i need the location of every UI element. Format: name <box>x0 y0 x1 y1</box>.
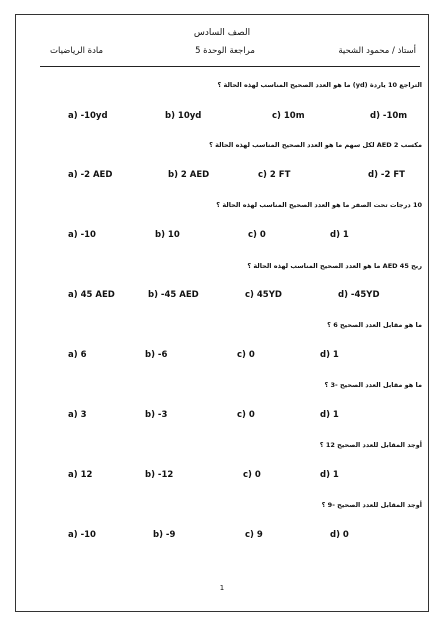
question-6-text: ما هو مقابل العدد الصحيح -3 ؟ <box>324 381 422 389</box>
question-4-option-b[interactable]: b) -45 AED <box>148 290 199 300</box>
question-8-option-a[interactable]: a) -10 <box>68 530 96 540</box>
question-3-option-c[interactable]: c) 0 <box>248 230 266 240</box>
question-1-text: التراجع 10 ياردة (yd) ما هو العدد الصحيح المناسب لهذه الحالة ؟ <box>217 81 422 89</box>
question-5-option-c[interactable]: c) 0 <box>237 350 255 360</box>
question-2-option-a[interactable]: a) -2 AED <box>68 170 113 180</box>
question-6-option-c[interactable]: c) 0 <box>237 410 255 420</box>
question-5-text: ما هو مقابل العدد الصحيح 6 ؟ <box>327 321 422 329</box>
question-5-option-b[interactable]: b) -6 <box>145 350 168 360</box>
unit-review-title: مراجعة الوحدة 5 <box>195 46 255 56</box>
question-3-option-a[interactable]: a) -10 <box>68 230 96 240</box>
question-4-option-d[interactable]: d) -45YD <box>338 290 380 300</box>
grade-title: الصف السادس <box>193 28 251 38</box>
question-5-option-d[interactable]: d) 1 <box>320 350 339 360</box>
question-8-option-d[interactable]: d) 0 <box>330 530 349 540</box>
question-5-option-a[interactable]: a) 6 <box>68 350 87 360</box>
question-8-option-c[interactable]: c) 9 <box>245 530 263 540</box>
teacher-name: أستاذ / محمود الشحية <box>338 46 416 56</box>
question-4-option-a[interactable]: a) 45 AED <box>68 290 115 300</box>
question-8-option-b[interactable]: b) -9 <box>153 530 176 540</box>
question-7-option-a[interactable]: a) 12 <box>68 470 93 480</box>
question-3-option-b[interactable]: b) 10 <box>155 230 180 240</box>
question-6-option-d[interactable]: d) 1 <box>320 410 339 420</box>
question-1-option-d[interactable]: d) -10m <box>370 111 408 121</box>
question-7-option-d[interactable]: d) 1 <box>320 470 339 480</box>
question-1-option-a[interactable]: a) -10yd <box>68 111 108 121</box>
question-3-text: 10 درجات تحت الصفر ما هو العدد الصحيح المناسب لهذه الحالة ؟ <box>216 201 422 209</box>
question-2-option-c[interactable]: c) 2 FT <box>258 170 291 180</box>
question-1-option-b[interactable]: b) 10yd <box>165 111 202 121</box>
question-1-option-c[interactable]: c) 10m <box>272 111 305 121</box>
page-number: 1 <box>219 584 225 592</box>
question-2-text: مكسب AED 2 لكل سهم ما هو العدد الصحيح المناسب لهذه الحالة ؟ <box>209 141 422 149</box>
question-7-option-c[interactable]: c) 0 <box>243 470 261 480</box>
question-8-text: أوجد المقابل للعدد الصحيح -9 ؟ <box>321 501 422 509</box>
question-7-text: أوجد المقابل للعدد الصحيح 12 ؟ <box>319 441 422 449</box>
question-2-option-b[interactable]: b) 2 AED <box>168 170 210 180</box>
question-4-text: ربح AED 45 ما هو العدد الصحيح المناسب لهذه الحالة ؟ <box>247 262 422 270</box>
page-border <box>15 14 429 612</box>
question-4-option-c[interactable]: c) 45YD <box>245 290 282 300</box>
subject-name: مادة الرياضيات <box>50 46 104 56</box>
question-6-option-b[interactable]: b) -3 <box>145 410 168 420</box>
header-divider <box>40 66 420 67</box>
question-2-option-d[interactable]: d) -2 FT <box>368 170 405 180</box>
question-7-option-b[interactable]: b) -12 <box>145 470 174 480</box>
question-6-option-a[interactable]: a) 3 <box>68 410 87 420</box>
question-3-option-d[interactable]: d) 1 <box>330 230 349 240</box>
